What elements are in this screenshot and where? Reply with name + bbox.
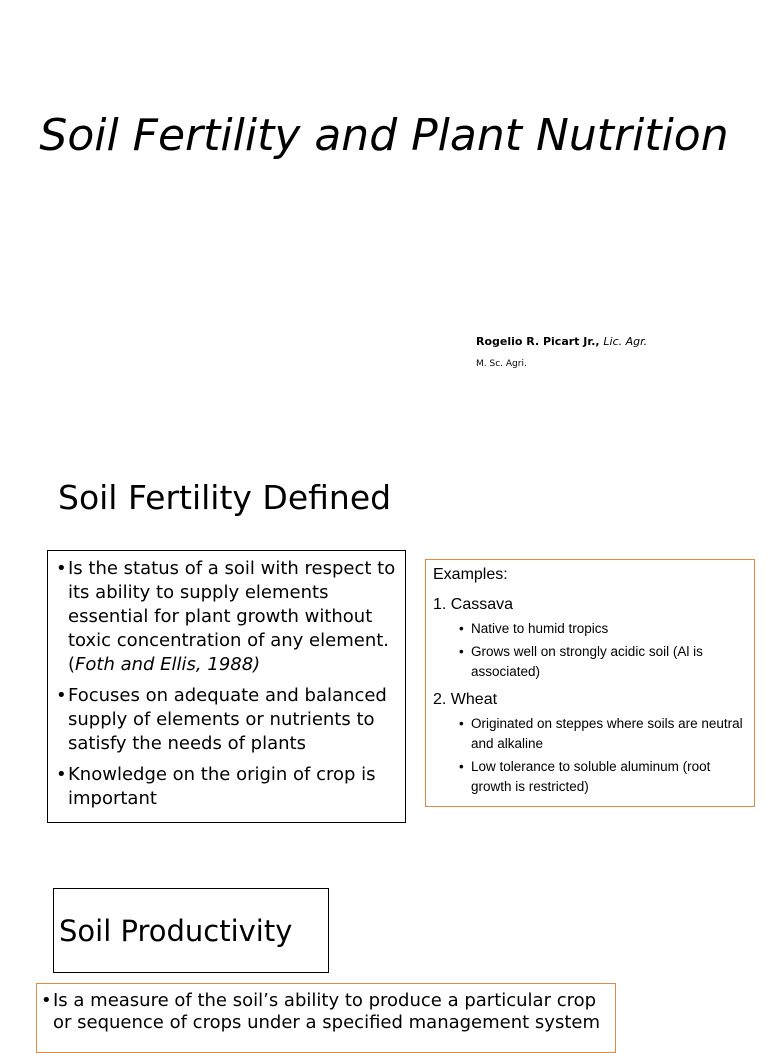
citation: Foth and Ellis, 1988) xyxy=(75,654,261,675)
bullet-text: Knowledge on the origin of crop is important xyxy=(68,764,376,809)
author-name-text: Rogelio R. Picart Jr., xyxy=(476,335,600,348)
productivity-list xyxy=(41,990,609,1034)
list-item xyxy=(56,684,399,756)
author-name xyxy=(476,335,647,348)
list-item: • Low tolerance to soluble aluminum (root growth is restricted) xyxy=(459,757,748,797)
examples-heading: Examples: xyxy=(433,566,508,583)
example-cassava: 1. Cassava xyxy=(433,596,514,613)
definition-list xyxy=(56,557,399,811)
list-item: • Originated on steppes where soils are neutral and alkaline xyxy=(459,714,748,754)
definition-box xyxy=(47,550,406,823)
author-title: Lic. Agr. xyxy=(603,335,648,348)
list-item: • Is a measure of the soil’s ability to produce a particular crop or sequence of crops under a specified management system xyxy=(41,990,609,1034)
bullet-text: Is the status of a soil with respect to its ability to supply elements essential for plant growth without toxic concentration of any element. ( xyxy=(68,558,396,675)
example-wheat: 2. Wheat xyxy=(433,691,498,708)
list-item: • Grows well on strongly acidic soil (Al is associated) xyxy=(459,642,748,682)
wheat-sublist xyxy=(433,714,748,797)
section-title-soil-fertility: Soil Fertility Defined xyxy=(58,478,392,517)
cassava-sublist xyxy=(433,619,748,682)
presentation-title: Soil Fertility and Plant Nutrition xyxy=(39,110,729,161)
examples-box xyxy=(425,559,755,807)
bullet-text: Focuses on adequate and balanced supply of elements or nutrients to satisfy the needs of plants xyxy=(68,685,387,754)
section-title-soil-productivity: Soil Productivity xyxy=(59,914,293,948)
list-item: • Native to humid tropics xyxy=(459,619,748,639)
author-degree: M. Sc. Agri. xyxy=(476,359,527,369)
list-item xyxy=(56,763,399,811)
productivity-definition-box xyxy=(36,983,616,1053)
list-item xyxy=(56,557,399,677)
productivity-title-box xyxy=(53,888,329,973)
